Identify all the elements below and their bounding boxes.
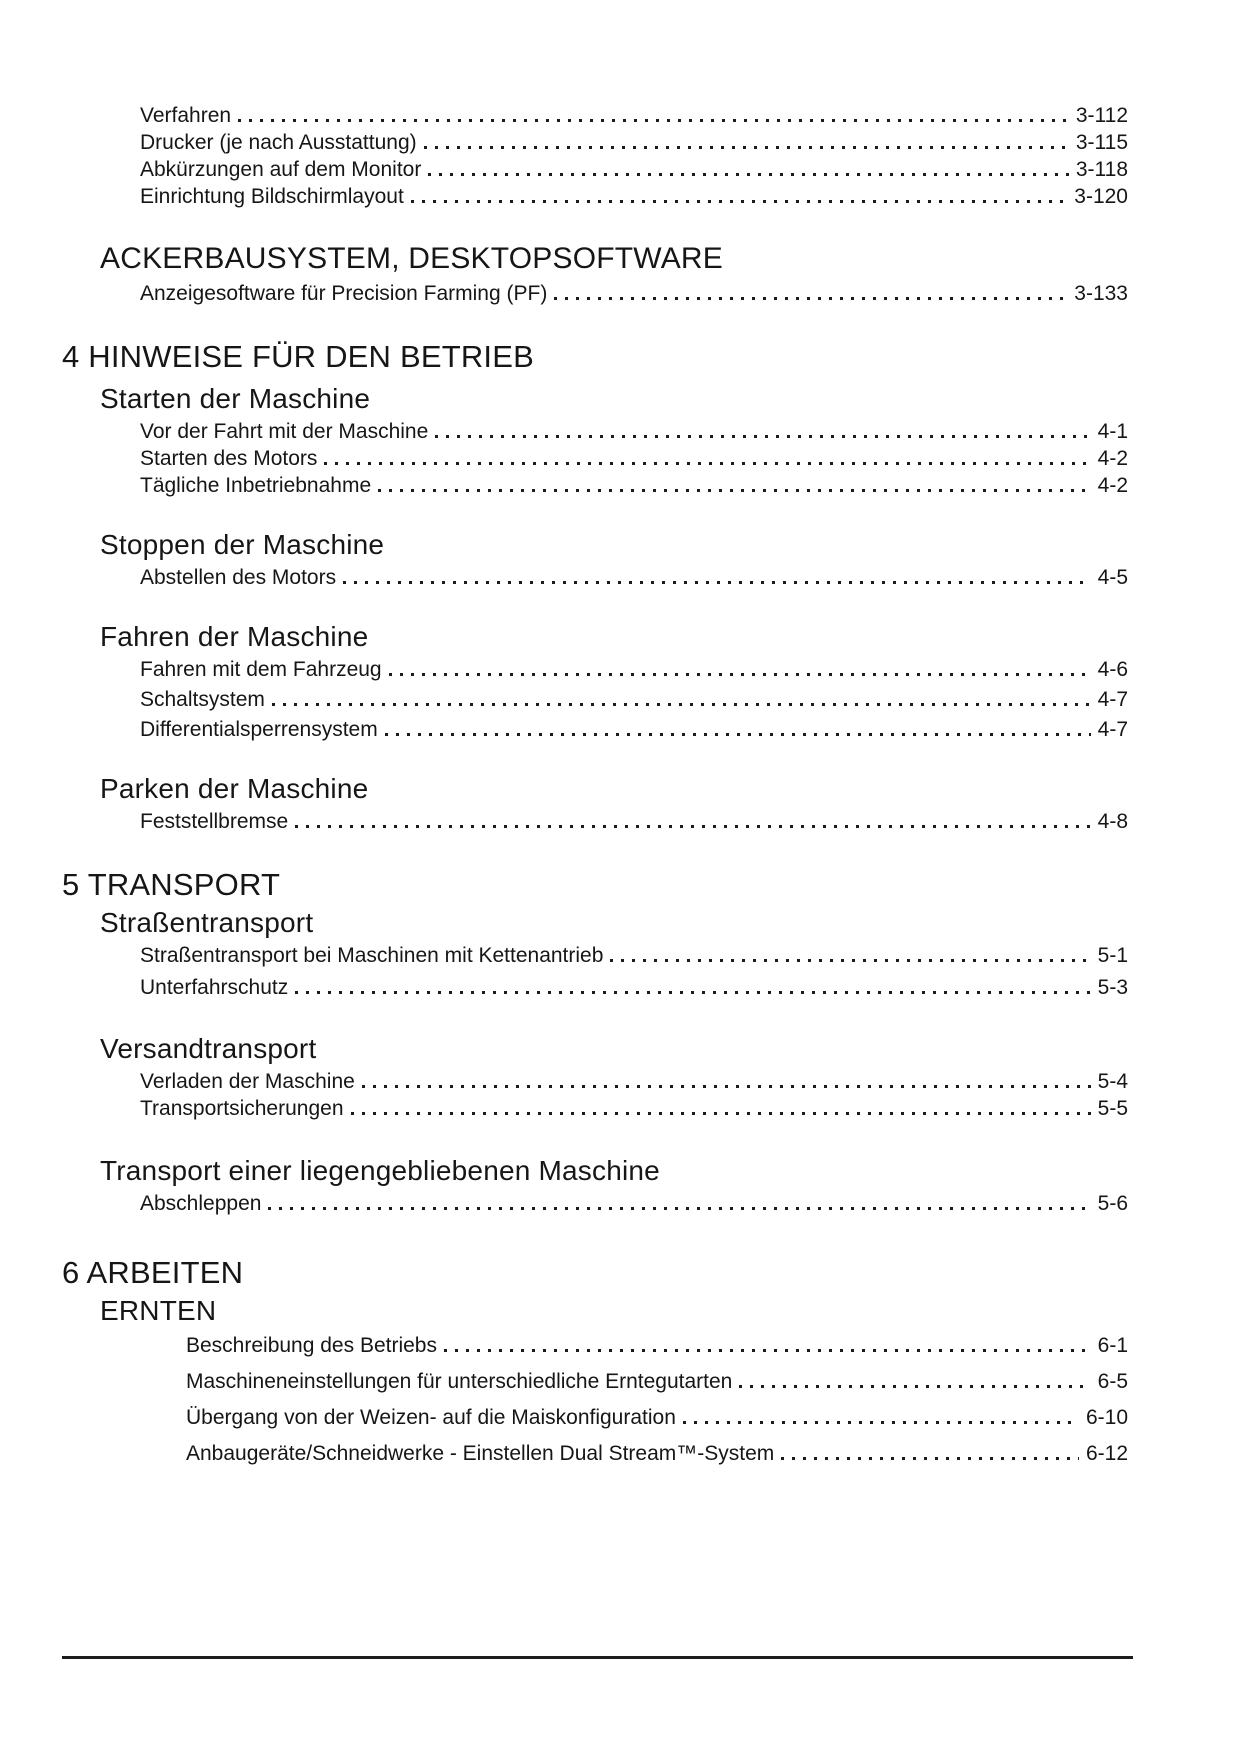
- dot-leader: [351, 1112, 1091, 1115]
- toc-entry-label: Fahren mit dem Fahrzeug: [140, 658, 382, 681]
- toc-row: [140, 474, 1128, 501]
- toc-section: [100, 620, 1128, 748]
- toc-row: [140, 976, 1128, 1008]
- toc-entry-label: Transportsicherungen: [140, 1097, 344, 1120]
- toc-page-number: 6-12: [1085, 1442, 1128, 1465]
- section-heading: ERNTEN: [100, 1295, 217, 1326]
- dot-leader: [295, 825, 1090, 828]
- toc-page-number: 4-2: [1097, 447, 1128, 470]
- dot-leader: [268, 1207, 1090, 1210]
- section-heading: Straßentransport: [100, 907, 314, 938]
- toc-page-number: 5-4: [1097, 1070, 1128, 1093]
- section-heading: Starten der Maschine: [100, 383, 371, 414]
- dot-leader: [385, 733, 1091, 736]
- toc-row: [140, 131, 1128, 158]
- toc-page-number: 5-5: [1097, 1097, 1128, 1120]
- toc-page-number: 6-1: [1097, 1334, 1128, 1357]
- section-heading: Fahren der Maschine: [100, 621, 369, 652]
- toc-row: [140, 688, 1128, 718]
- toc-entry-label: Verfahren: [140, 104, 232, 127]
- toc-page-number: 3-120: [1074, 185, 1128, 208]
- toc-page-number: 3-115: [1075, 131, 1128, 154]
- toc-row: [140, 104, 1128, 131]
- toc-page-number: 4-8: [1097, 810, 1128, 833]
- toc-page-number: 3-118: [1075, 158, 1128, 181]
- toc-row: [140, 447, 1128, 474]
- toc-row: [140, 1097, 1128, 1124]
- dot-leader: [610, 959, 1090, 962]
- toc-section: [100, 772, 1128, 837]
- toc-entry-label: Straßentransport bei Maschinen mit Kettenantrieb: [140, 944, 604, 967]
- toc-entry-label: Verladen der Maschine: [140, 1070, 355, 1093]
- chapter-heading: 6 ARBEITEN: [62, 1255, 244, 1290]
- toc-row: [140, 1192, 1128, 1219]
- toc-entry-label: Abkürzungen auf dem Monitor: [140, 158, 422, 181]
- toc-section: [100, 906, 1128, 1008]
- toc-row: [140, 944, 1128, 976]
- dot-leader: [428, 173, 1069, 176]
- toc-page-number: 3-112: [1075, 104, 1128, 127]
- toc-row: [140, 185, 1128, 212]
- toc-entry-label: Differentialsperrensystem: [140, 718, 378, 741]
- dot-leader: [435, 435, 1090, 438]
- dot-leader: [343, 581, 1091, 584]
- toc-page-number: 4-1: [1097, 420, 1128, 443]
- chapter-heading: 4 HINWEISE FÜR DEN BETRIEB: [62, 339, 534, 374]
- dot-leader: [238, 119, 1069, 122]
- dot-leader: [781, 1457, 1079, 1460]
- toc-entry-label: Unterfahrschutz: [140, 976, 289, 999]
- section-heading: Stoppen der Maschine: [100, 529, 385, 560]
- dot-leader: [739, 1385, 1090, 1388]
- toc-entry-label: Drucker (je nach Ausstattung): [140, 131, 417, 154]
- dot-leader: [295, 991, 1090, 994]
- section-heading: Transport einer liegengebliebenen Maschine: [100, 1155, 660, 1186]
- toc-page-number: 4-7: [1097, 688, 1128, 711]
- dot-leader: [362, 1085, 1091, 1088]
- dot-leader: [554, 297, 1067, 300]
- toc-entry-label: Abschleppen: [140, 1192, 262, 1215]
- dot-leader: [272, 703, 1091, 706]
- toc-section: [100, 1294, 1128, 1478]
- toc-section: [100, 1032, 1128, 1124]
- toc-page-number: 4-2: [1097, 474, 1128, 497]
- toc-row: [140, 158, 1128, 185]
- chapter-heading: 5 TRANSPORT: [62, 867, 281, 902]
- toc-entry-label: Übergang von der Weizen- auf die Maiskonfiguration: [186, 1406, 676, 1429]
- toc-entry-label: Beschreibung des Betriebs: [186, 1334, 437, 1357]
- dot-leader: [411, 200, 1067, 203]
- dot-leader: [683, 1421, 1079, 1424]
- toc-page-number: 4-7: [1097, 718, 1128, 741]
- toc-row: [140, 810, 1128, 837]
- toc-section: [100, 240, 1128, 309]
- section-heading: Parken der Maschine: [100, 773, 369, 804]
- toc-page-number: 4-5: [1097, 566, 1128, 589]
- toc-row: [140, 718, 1128, 748]
- toc-page-number: 3-133: [1074, 282, 1128, 305]
- section-heading: Versandtransport: [100, 1033, 317, 1064]
- toc-entry-label: Anbaugeräte/Schneidwerke - Einstellen Dual Stream™-System: [186, 1442, 775, 1465]
- toc-entry-label: Anzeigesoftware für Precision Farming (PF): [140, 282, 548, 305]
- toc-row: [140, 420, 1128, 447]
- toc-row: [140, 282, 1128, 309]
- toc-row: [186, 1406, 1128, 1442]
- toc-page-number: 5-3: [1097, 976, 1128, 999]
- toc-entry-label: Starten des Motors: [140, 447, 318, 470]
- dot-leader: [424, 146, 1069, 149]
- toc-entry-label: Vor der Fahrt mit der Maschine: [140, 420, 429, 443]
- footer-rule: [62, 1656, 1133, 1659]
- toc-section: [100, 1154, 1128, 1219]
- toc-page-number: 5-1: [1097, 944, 1128, 967]
- toc-row: [140, 658, 1128, 688]
- toc-entry-group: [140, 104, 1128, 212]
- toc-row: [186, 1442, 1128, 1478]
- toc-page-number: 5-6: [1097, 1192, 1128, 1215]
- dot-leader: [389, 673, 1091, 676]
- toc-entry-label: Einrichtung Bildschirmlayout: [140, 185, 404, 208]
- toc-row: [140, 1070, 1128, 1097]
- section-heading: ACKERBAUSYSTEM, DESKTOPSOFTWARE: [100, 242, 723, 275]
- dot-leader: [444, 1349, 1091, 1352]
- toc-page-number: 6-5: [1097, 1370, 1128, 1393]
- dot-leader: [378, 489, 1090, 492]
- toc-page-number: 6-10: [1085, 1406, 1128, 1429]
- toc-row: [140, 566, 1128, 593]
- toc-row: [186, 1370, 1128, 1406]
- toc-entry-label: Abstellen des Motors: [140, 566, 337, 589]
- dot-leader: [324, 462, 1090, 465]
- toc-entry-label: Maschineneinstellungen für unterschiedliche Erntegutarten: [186, 1370, 733, 1393]
- toc-page-number: 4-6: [1097, 658, 1128, 681]
- toc-section: [100, 528, 1128, 593]
- toc-section: [100, 382, 1128, 501]
- toc-entry-label: Schaltsystem: [140, 688, 265, 711]
- toc-entry-label: Tägliche Inbetriebnahme: [140, 474, 372, 497]
- toc-row: [186, 1334, 1128, 1370]
- toc-entry-label: Feststellbremse: [140, 810, 289, 833]
